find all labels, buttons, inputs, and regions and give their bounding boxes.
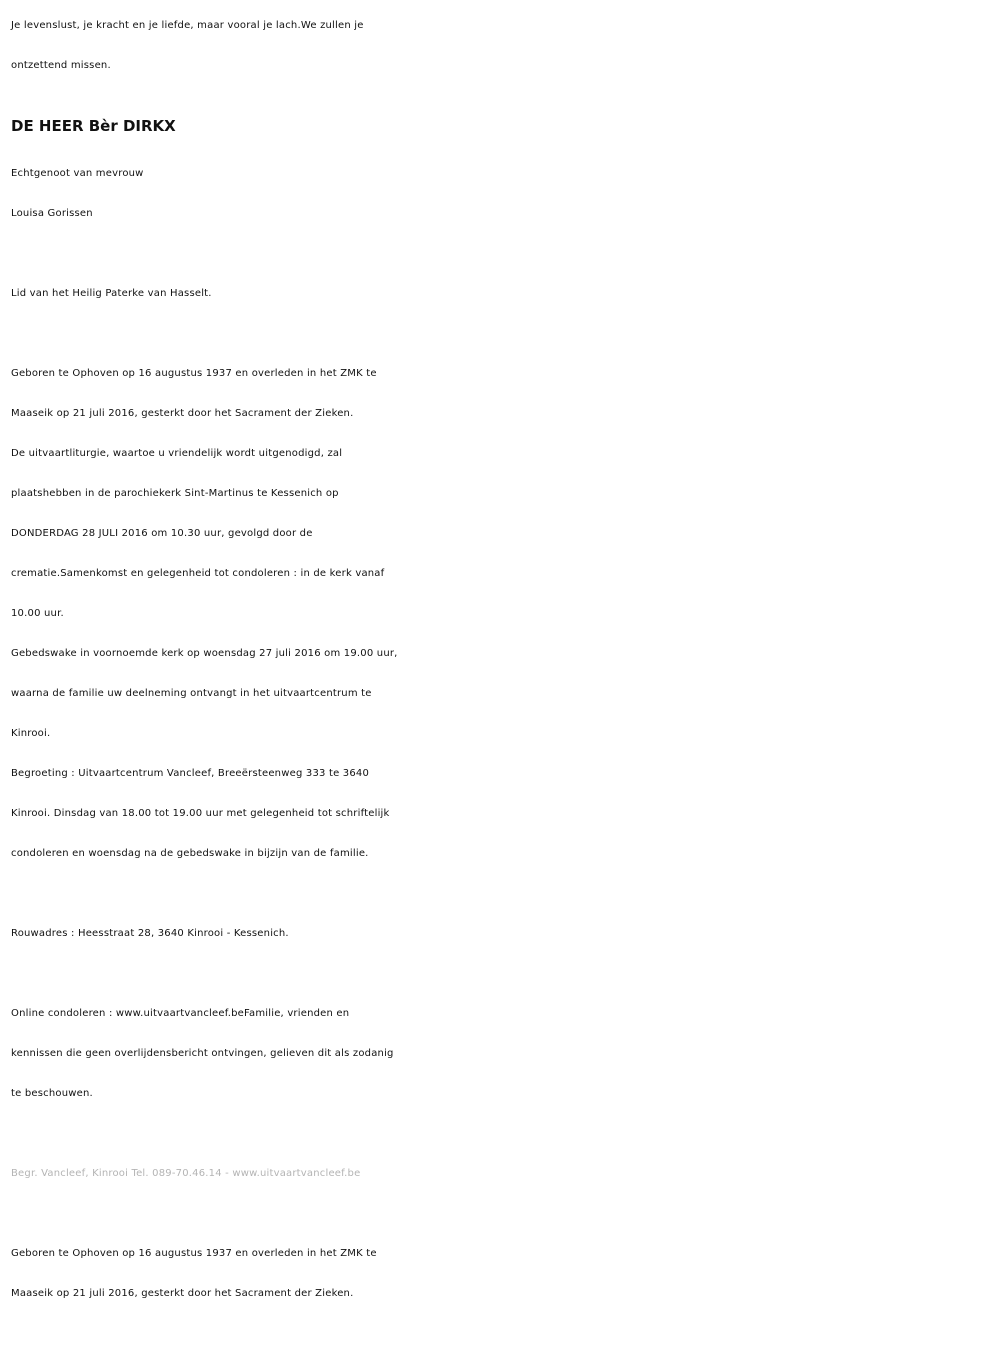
intro-line: ontzettend missen.	[11, 60, 111, 71]
spacer	[11, 874, 996, 914]
online-line: te beschouwen.	[11, 1088, 93, 1099]
membership-text: Lid van het Heilig Paterke van Hasselt.	[11, 288, 212, 299]
spouse-text	[11, 154, 996, 234]
intro-text	[11, 6, 996, 86]
details-line: Kinrooi.	[11, 728, 51, 739]
details-line: waarna de familie uw deelneming ontvangt in het uitvaartcentrum te	[11, 688, 372, 699]
spouse-line: Echtgenoot van mevrouw	[11, 168, 144, 179]
details-line: Gebedswake in voornoemde kerk op woensdag 27 juli 2016 om 19.00 uur,	[11, 648, 398, 659]
details-line: De uitvaartliturgie, waartoe u vriendelijk wordt uitgenodigd, zal	[11, 448, 343, 459]
spacer	[11, 234, 996, 274]
funeral-home-footer: Begr. Vancleef, Kinrooi Tel. 089-70.46.14 - www.uitvaartvancleef.be	[11, 1168, 361, 1179]
obituary-notice	[11, 6, 996, 1314]
spouse-line: Louisa Gorissen	[11, 208, 93, 219]
details-line: Maaseik op 21 juli 2016, gesterkt door het Sacrament der Zieken.	[11, 408, 354, 419]
mourning-address: Rouwadres : Heesstraat 28, 3640 Kinrooi - Kessenich.	[11, 928, 289, 939]
online-line: Online condoleren : www.uitvaartvancleef.beFamilie, vrienden en	[11, 1008, 350, 1019]
spacer	[11, 1114, 996, 1154]
details-line: Kinrooi. Dinsdag van 18.00 tot 19.00 uur met gelegenheid tot schriftelijk	[11, 808, 390, 819]
spacer	[11, 954, 996, 994]
online-line: kennissen die geen overlijdensbericht ontvingen, gelieven dit als zodanig	[11, 1048, 394, 1059]
details-line: DONDERDAG 28 JULI 2016 om 10.30 uur, gevolgd door de	[11, 528, 313, 539]
deceased-name: DE HEER Bèr DIRKX	[11, 117, 176, 135]
online-condolences	[11, 994, 996, 1114]
details-line: plaatshebben in de parochiekerk Sint-Martinus te Kessenich op	[11, 488, 339, 499]
repeat-line: Geboren te Ophoven op 16 augustus 1937 en overleden in het ZMK te	[11, 1248, 377, 1259]
details-line: 10.00 uur.	[11, 608, 64, 619]
details-line: crematie.Samenkomst en gelegenheid tot condoleren : in de kerk vanaf	[11, 568, 385, 579]
spacer	[11, 314, 996, 354]
spacer	[11, 1194, 996, 1234]
details-line: condoleren en woensdag na de gebedswake in bijzijn van de familie.	[11, 848, 369, 859]
details-line: Geboren te Ophoven op 16 augustus 1937 en overleden in het ZMK te	[11, 368, 377, 379]
intro-line: Je levenslust, je kracht en je liefde, maar vooral je lach.We zullen je	[11, 20, 364, 31]
funeral-details	[11, 354, 996, 874]
repeat-line: Maaseik op 21 juli 2016, gesterkt door het Sacrament der Zieken.	[11, 1288, 354, 1299]
repeated-birth-text	[11, 1234, 996, 1314]
details-line: Begroeting : Uitvaartcentrum Vancleef, Breeërsteenweg 333 te 3640	[11, 768, 370, 779]
